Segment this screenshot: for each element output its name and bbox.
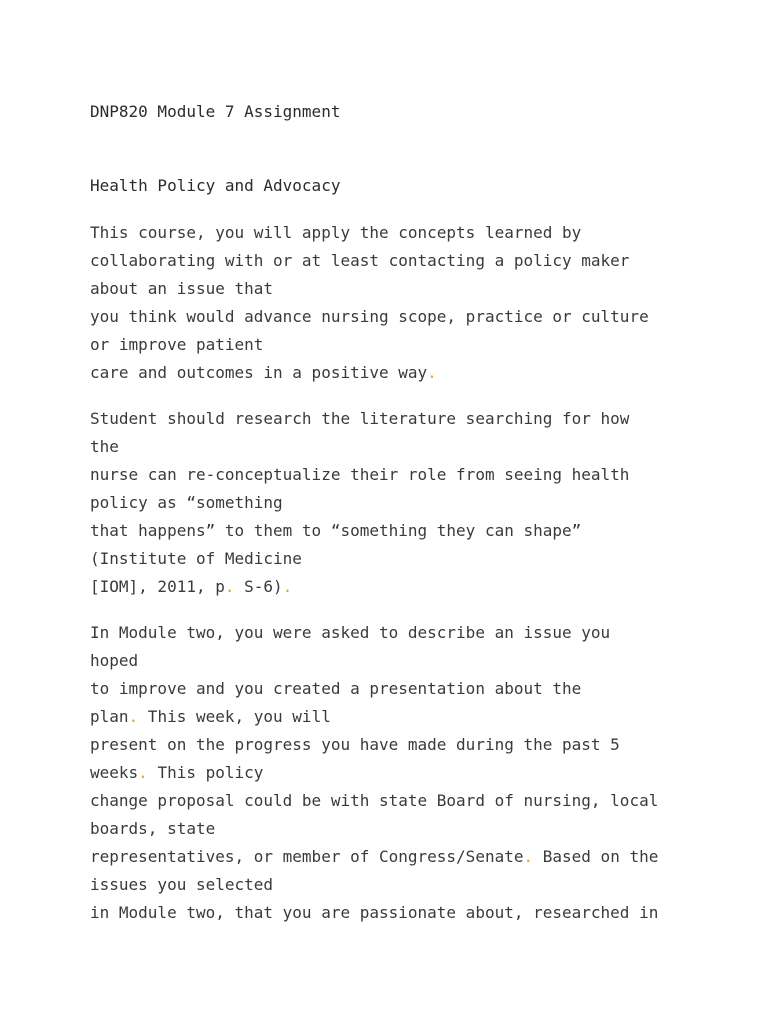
text-line (90, 573, 629, 601)
highlighted-period: . (427, 363, 437, 382)
text-line (90, 517, 629, 545)
line-text: issues you selected (90, 875, 274, 894)
line-text: present on the progress you have made during the past 5 (90, 735, 620, 754)
text-line (90, 405, 629, 433)
line-text: boards, state (90, 819, 216, 838)
text-line (90, 619, 658, 647)
highlighted-period: . (138, 763, 148, 782)
line-text: or improve patient (90, 335, 264, 354)
line-text: policy as “something (90, 493, 283, 512)
text-line (90, 759, 658, 787)
text-line (90, 303, 649, 331)
line-text: the (90, 437, 119, 456)
line-text: change proposal could be with state Board of nursing, local (90, 791, 659, 810)
line-text: collaborating with or at least contacting a policy maker (90, 251, 630, 270)
line-text: (Institute of Medicine (90, 549, 302, 568)
line-text: about an issue that (90, 279, 274, 298)
text-line (90, 247, 649, 275)
text-line (90, 331, 649, 359)
line-text: that happens” to them to “something they can shape” (90, 521, 582, 540)
highlighted-period: . (282, 577, 293, 596)
line-text: representatives, or member of Congress/Senate (90, 847, 524, 866)
line-text: weeks (90, 763, 139, 782)
line-text: [IOM], 2011, p (90, 577, 225, 596)
line-text-rest: This policy (147, 763, 264, 782)
line-text: nurse can re-conceptualize their role from seeing health (90, 465, 630, 484)
text-line (90, 703, 658, 731)
line-text-rest: This week, you will (138, 707, 331, 726)
highlighted-period: . (523, 847, 534, 866)
text-line (90, 359, 649, 387)
line-text: hoped (90, 651, 139, 670)
section-heading: Health Policy and Advocacy (90, 176, 341, 195)
line-text: you think would advance nursing scope, practice or culture (90, 307, 649, 326)
line-text-rest: S-6) (234, 577, 283, 596)
text-line (90, 871, 658, 899)
line-text: plan (90, 707, 129, 726)
paragraph (90, 619, 658, 927)
line-text: This course, you will apply the concepts learned by (90, 223, 582, 242)
paragraph (90, 405, 629, 601)
highlighted-period: . (128, 707, 139, 726)
highlighted-period: . (224, 577, 235, 596)
line-text: in Module two, that you are passionate about, researched in (90, 903, 659, 922)
line-text-rest: Based on the (533, 847, 659, 866)
text-line (90, 787, 658, 815)
text-line (90, 433, 629, 461)
text-line (90, 843, 658, 871)
text-line (90, 899, 658, 927)
paragraph (90, 219, 649, 387)
text-line (90, 219, 649, 247)
text-line (90, 489, 629, 517)
text-line (90, 647, 658, 675)
text-line (90, 731, 658, 759)
document-title: DNP820 Module 7 Assignment (90, 102, 341, 121)
line-text: to improve and you created a presentation about the (90, 679, 582, 698)
text-line (90, 461, 629, 489)
text-line (90, 275, 649, 303)
text-line (90, 675, 658, 703)
line-text: In Module two, you were asked to describe an issue you (90, 623, 611, 642)
line-text: Student should research the literature searching for how (90, 409, 630, 428)
text-line (90, 815, 658, 843)
text-line (90, 545, 629, 573)
line-text: care and outcomes in a positive way (90, 363, 428, 382)
